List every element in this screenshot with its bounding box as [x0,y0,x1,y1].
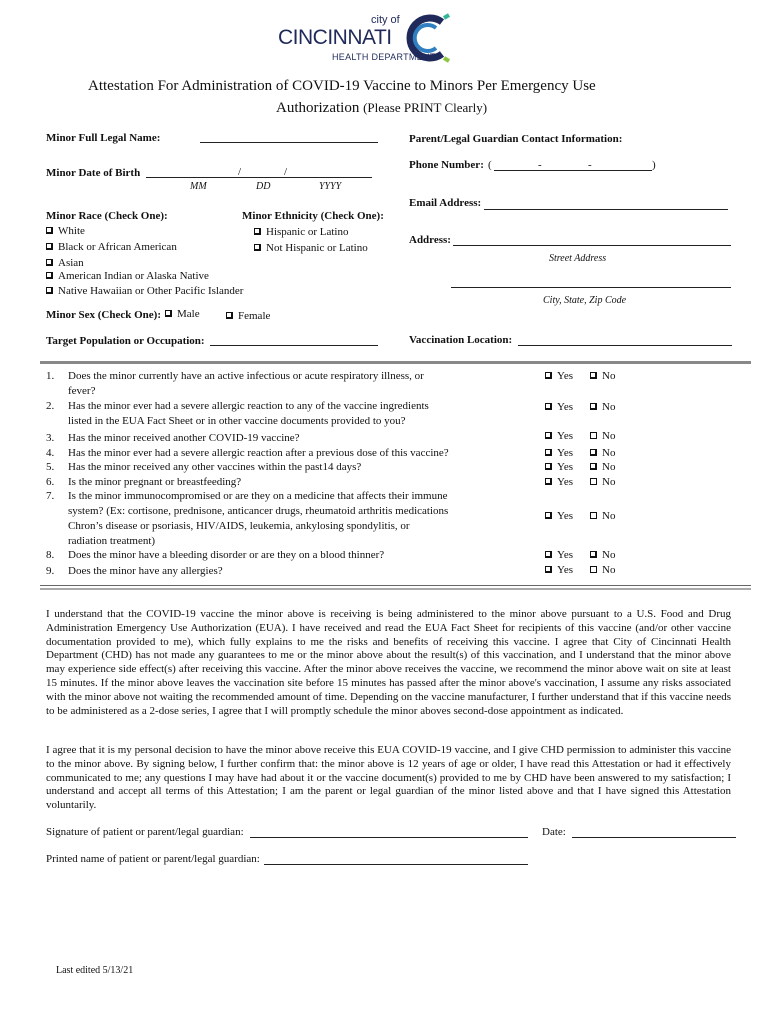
printed-name-label: Printed name of patient or parent/legal guardian: [46,853,260,865]
q4-no[interactable] [590,447,615,459]
no-label: No [602,564,616,576]
checkbox-icon [165,310,172,317]
signature-field[interactable] [250,837,528,838]
checkbox-icon [226,312,233,319]
question-text: Has the minor received another COVID-19 vaccine? [68,432,300,444]
checkbox-icon [545,372,552,379]
yes-label: Yes [557,401,574,413]
email-field[interactable] [484,209,728,210]
checkbox-icon [46,272,53,279]
city-state-zip-caption: City, State, Zip Code [543,295,627,306]
sex-option-male[interactable] [165,308,200,320]
ethnicity-label: Minor Ethnicity (Check One): [242,210,384,222]
signature-label: Signature of patient or parent/legal guardian: [46,826,244,838]
race-option-label: White [58,225,85,237]
checkbox-icon [545,478,552,485]
dob-sep-2: / [284,166,288,178]
question-number: 8. [46,549,55,561]
attestation-paragraph-2: I agree that it is my personal decision to have the minor above receive this EUA COVID-19 vaccine, and I give CHD permission to administer this vaccine to the minor above. By signing below, I further confirm that: the minor above is 12 years of age or older, I have read this Attestation or had it effectively communicated to me; any questions I may have had about it or the vaccine document(s) provided to me by CHD have been answered to my satisfaction; I understand and accept all terms of this Attestation; I am the parent or legal guardian of the minor listed above and that I have signed this Attestation voluntarily. [46,744,731,812]
ethnicity-option-hispanic[interactable] [254,226,348,238]
no-label: No [602,549,616,561]
phone-open-paren: ( [488,159,492,171]
race-option-pacific-islander[interactable] [46,285,243,297]
q9-no[interactable] [590,564,615,576]
question-text: system? (Ex: cortisone, prednisone, anticancer drugs, rheumatoid arthritis medications [68,505,449,517]
sex-option-label: Female [238,310,271,322]
checkbox-icon [254,228,261,235]
contact-info-label: Parent/Legal Guardian Contact Information: [409,133,623,145]
checkbox-icon [46,259,53,266]
no-label: No [602,447,616,459]
question-number: 3. [46,432,55,444]
q6-no[interactable] [590,476,615,488]
q3-no[interactable] [590,430,615,442]
race-option-white[interactable] [46,225,85,237]
q2-yes[interactable] [545,401,573,413]
minor-dob-field[interactable] [146,177,372,178]
sex-label: Minor Sex (Check One): [46,309,161,321]
phone-dash-2: - [588,159,592,171]
race-option-label: Native Hawaiian or Other Pacific Islander [58,285,244,297]
logo-c-mark-icon [402,12,452,64]
target-population-label: Target Population or Occupation: [46,335,205,347]
race-option-label: Black or African American [58,241,177,253]
no-label: No [602,476,616,488]
logo-department: HEALTH DEPARTMENT [332,52,436,62]
race-option-black[interactable] [46,241,177,253]
printed-name-field[interactable] [264,864,528,865]
question-text: Does the minor currently have an active infectious or acute respiratory illness, or [68,370,424,382]
section-divider-bottom-shadow [40,588,751,590]
form-title-line1: Attestation For Administration of COVID-19 Vaccine to Minors Per Emergency Use [88,78,596,94]
minor-name-label: Minor Full Legal Name: [46,132,161,144]
phone-field[interactable] [494,170,652,171]
q1-no[interactable] [590,370,615,382]
yes-label: Yes [557,510,574,522]
no-label: No [602,510,616,522]
no-label: No [602,430,616,442]
question-text: Has the minor received any other vaccines within the past14 days? [68,461,362,473]
checkbox-icon [590,372,597,379]
yes-label: Yes [557,564,574,576]
question-text: listed in the EUA Fact Sheet or in other vaccine documents provided to you? [68,415,406,427]
checkbox-icon [590,463,597,470]
logo [276,12,456,68]
question-text: radiation treatment) [68,535,156,547]
no-label: No [602,370,616,382]
dob-sep-1: / [238,166,242,178]
ethnicity-option-not-hispanic[interactable] [254,242,368,254]
checkbox-icon [590,403,597,410]
question-number: 5. [46,461,55,473]
checkbox-icon [545,403,552,410]
city-state-zip-field[interactable] [451,287,731,288]
checkbox-icon [545,551,552,558]
vaccination-location-label: Vaccination Location: [409,334,513,346]
q1-yes[interactable] [545,370,573,382]
question-number: 9. [46,565,55,577]
checkbox-icon [46,287,53,294]
minor-name-field[interactable] [200,142,378,143]
street-address-caption: Street Address [549,253,607,264]
phone-dash-1: - [538,159,542,171]
checkbox-icon [590,512,597,519]
dob-yyyy-caption: YYYY [319,181,342,192]
question-text: Does the minor have a bleeding disorder or are they on a blood thinner? [68,549,385,561]
question-number: 6. [46,476,55,488]
email-label: Email Address: [409,197,482,209]
checkbox-icon [590,478,597,485]
footer-last-edited: Last edited 5/13/21 [56,965,134,976]
race-label: Minor Race (Check One): [46,210,168,222]
yes-label: Yes [557,447,574,459]
checkbox-icon [545,449,552,456]
no-label: No [602,461,616,473]
checkbox-icon [545,432,552,439]
dob-dd-caption: DD [256,181,271,192]
phone-label: Phone Number: [409,159,484,171]
question-text: Has the minor ever had a severe allergic reaction after a previous dose of this vaccine? [68,447,449,459]
q9-yes[interactable] [545,564,573,576]
checkbox-icon [545,512,552,519]
q3-yes[interactable] [545,430,573,442]
dob-mm-caption: MM [190,181,207,192]
form-title-authorization: Authorization [276,100,360,116]
q5-no[interactable] [590,461,615,473]
q5-yes[interactable] [545,461,573,473]
question-number: 4. [46,447,55,459]
form-title-line2 [276,100,487,117]
checkbox-icon [590,551,597,558]
question-number: 7. [46,490,55,502]
no-label: No [602,401,616,413]
question-number: 2. [46,400,55,412]
logo-name: CINCINNATI [278,26,392,49]
vaccination-location-field[interactable] [518,345,732,346]
section-divider [40,361,751,364]
q2-no[interactable] [590,401,615,413]
question-text: Has the minor ever had a severe allergic reaction to any of the vaccine ingredients [68,400,429,412]
ethnicity-option-label: Hispanic or Latino [266,226,349,238]
race-option-label: Asian [58,257,84,269]
attestation-paragraph-1: I understand that the COVID-19 vaccine the minor above is receiving is being administered to the minor above pursuant to a U.S. Food and Drug Administration Emergency Use Authorization (EUA). I have received and read the EUA Fact Sheet for recipients of this vaccine (and/or other vaccine documentation provided to me), which fully explains to me the risks and benefits of receiving this vaccine. I agree that City of Cincinnati Health Department (CHD) has not made any guarantees to me or the minor above about the result(s) of this vaccination, and I understand that the minor above may experience side effect(s) after receiving this vaccine. After the minor above receives the vaccine, we recommend the minor above wait on site at least 15 minutes. If the minor above leaves the vaccination site before 15 minutes has passed after the minor above's vaccination, I assume any risks associated with the minor above not waiting the recommended amount of time. Depending on the vaccine manufacturer, I further understand that if this vaccine needs to be administered as a 2-dose series, I agree that I will promptly schedule the minor aboves second-dose appointment as indicated. [46,608,731,717]
ethnicity-option-label: Not Hispanic or Latino [266,242,368,254]
yes-label: Yes [557,461,574,473]
checkbox-icon [590,449,597,456]
question-text: Does the minor have any allergies? [68,565,223,577]
target-population-field[interactable] [210,345,378,346]
question-number: 1. [46,370,55,382]
q7-yes[interactable] [545,510,573,522]
yes-label: Yes [557,476,574,488]
checkbox-icon [545,566,552,573]
question-text: Is the minor immunocompromised or are they on a medicine that affects their immune [68,490,448,502]
q8-no[interactable] [590,549,615,561]
checkbox-icon [46,243,53,250]
q8-yes[interactable] [545,549,573,561]
checkbox-icon [590,566,597,573]
date-label: Date: [542,826,566,838]
question-text: Is the minor pregnant or breastfeeding? [68,476,242,488]
checkbox-icon [545,463,552,470]
phone-close-paren: ) [652,159,656,171]
question-text: Chron’s disease or psoriasis, HIV/AIDS, leukemia, ankylosing spondylitis, or [68,520,410,532]
question-text: fever? [68,385,96,397]
yes-label: Yes [557,549,574,561]
address-label: Address: [409,234,451,246]
sex-option-female[interactable] [226,310,270,322]
checkbox-icon [46,227,53,234]
q6-yes[interactable] [545,476,573,488]
yes-label: Yes [557,430,574,442]
logo-city-of: city of [371,14,400,26]
q4-yes[interactable] [545,447,573,459]
race-option-label: American Indian or Alaska Native [58,270,209,282]
checkbox-icon [254,244,261,251]
date-field[interactable] [572,837,736,838]
race-option-asian[interactable] [46,257,84,269]
street-address-field[interactable] [453,245,731,246]
yes-label: Yes [557,370,574,382]
q7-no[interactable] [590,510,615,522]
race-option-native-american[interactable] [46,270,209,282]
sex-option-label: Male [177,308,200,320]
checkbox-icon [590,432,597,439]
minor-dob-label: Minor Date of Birth [46,167,141,179]
form-title-print-note: (Please PRINT Clearly) [363,100,488,115]
section-divider-bottom [40,585,751,586]
